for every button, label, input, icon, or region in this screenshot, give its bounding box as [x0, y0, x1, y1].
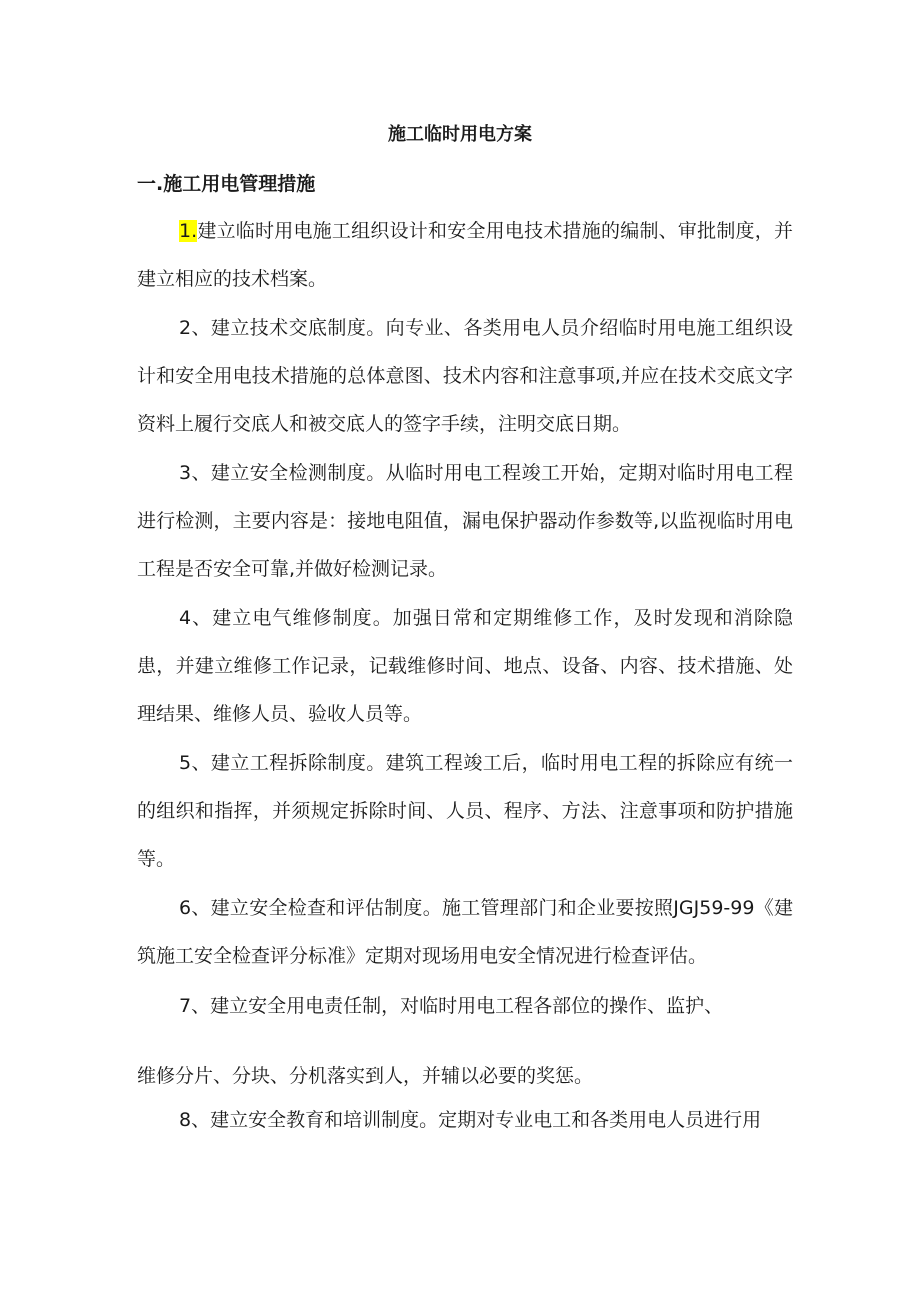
paragraph-6: 6、建立安全检查和评估制度。施工管理部门和企业要按照JGJ59-99《建筑施工安全检查评分标准》定期对现场用电安全情况进行检查评估。 — [137, 897, 793, 967]
paragraph-7-line-1: 7、建立安全用电责任制，对临时用电工程各部位的操作、监护、 — [179, 995, 724, 1017]
document-title: 施工临时用电方案 — [388, 124, 532, 145]
paragraph-7-line-2: 维修分片、分块、分机落实到人，并辅以必要的奖惩。 — [137, 1065, 594, 1087]
paragraph-1-text: 建立临时用电施工组织设计和安全用电技术措施的编制、审批制度，并建立相应的技术档案。 — [137, 220, 793, 290]
paragraph-2: 2、建立技术交底制度。向专业、各类用电人员介绍临时用电施工组织设计和安全用电技术措施的总体意图、技术内容和注意事项,并应在技术交底文字资料上履行交底人和被交底人的签字手续，注明交底日期。 — [137, 317, 793, 435]
paragraph-8: 8、建立安全教育和培训制度。定期对专业电工和各类用电人员进行用 — [179, 1109, 762, 1131]
paragraph-5: 5、建立工程拆除制度。建筑工程竣工后，临时用电工程的拆除应有统一的组织和指挥，并须规定拆除时间、人员、程序、方法、注意事项和防护措施等。 — [137, 752, 793, 870]
paragraph-3: 3、建立安全检测制度。从临时用电工程竣工开始，定期对临时用电工程进行检测，主要内容是：接地电阻值，漏电保护器动作参数等,以监视临时用电工程是否安全可靠,并做好检测记录。 — [137, 462, 793, 580]
paragraph-4: 4、建立电气维修制度。加强日常和定期维修工作，及时发现和消除隐患，并建立维修工作记录，记载维修时间、地点、设备、内容、技术措施、处理结果、维修人员、验收人员等。 — [137, 607, 793, 725]
paragraph-1 — [137, 207, 793, 303]
section-heading: 一.施工用电管理措施 — [137, 173, 316, 195]
highlighted-number: 1. — [179, 220, 198, 242]
